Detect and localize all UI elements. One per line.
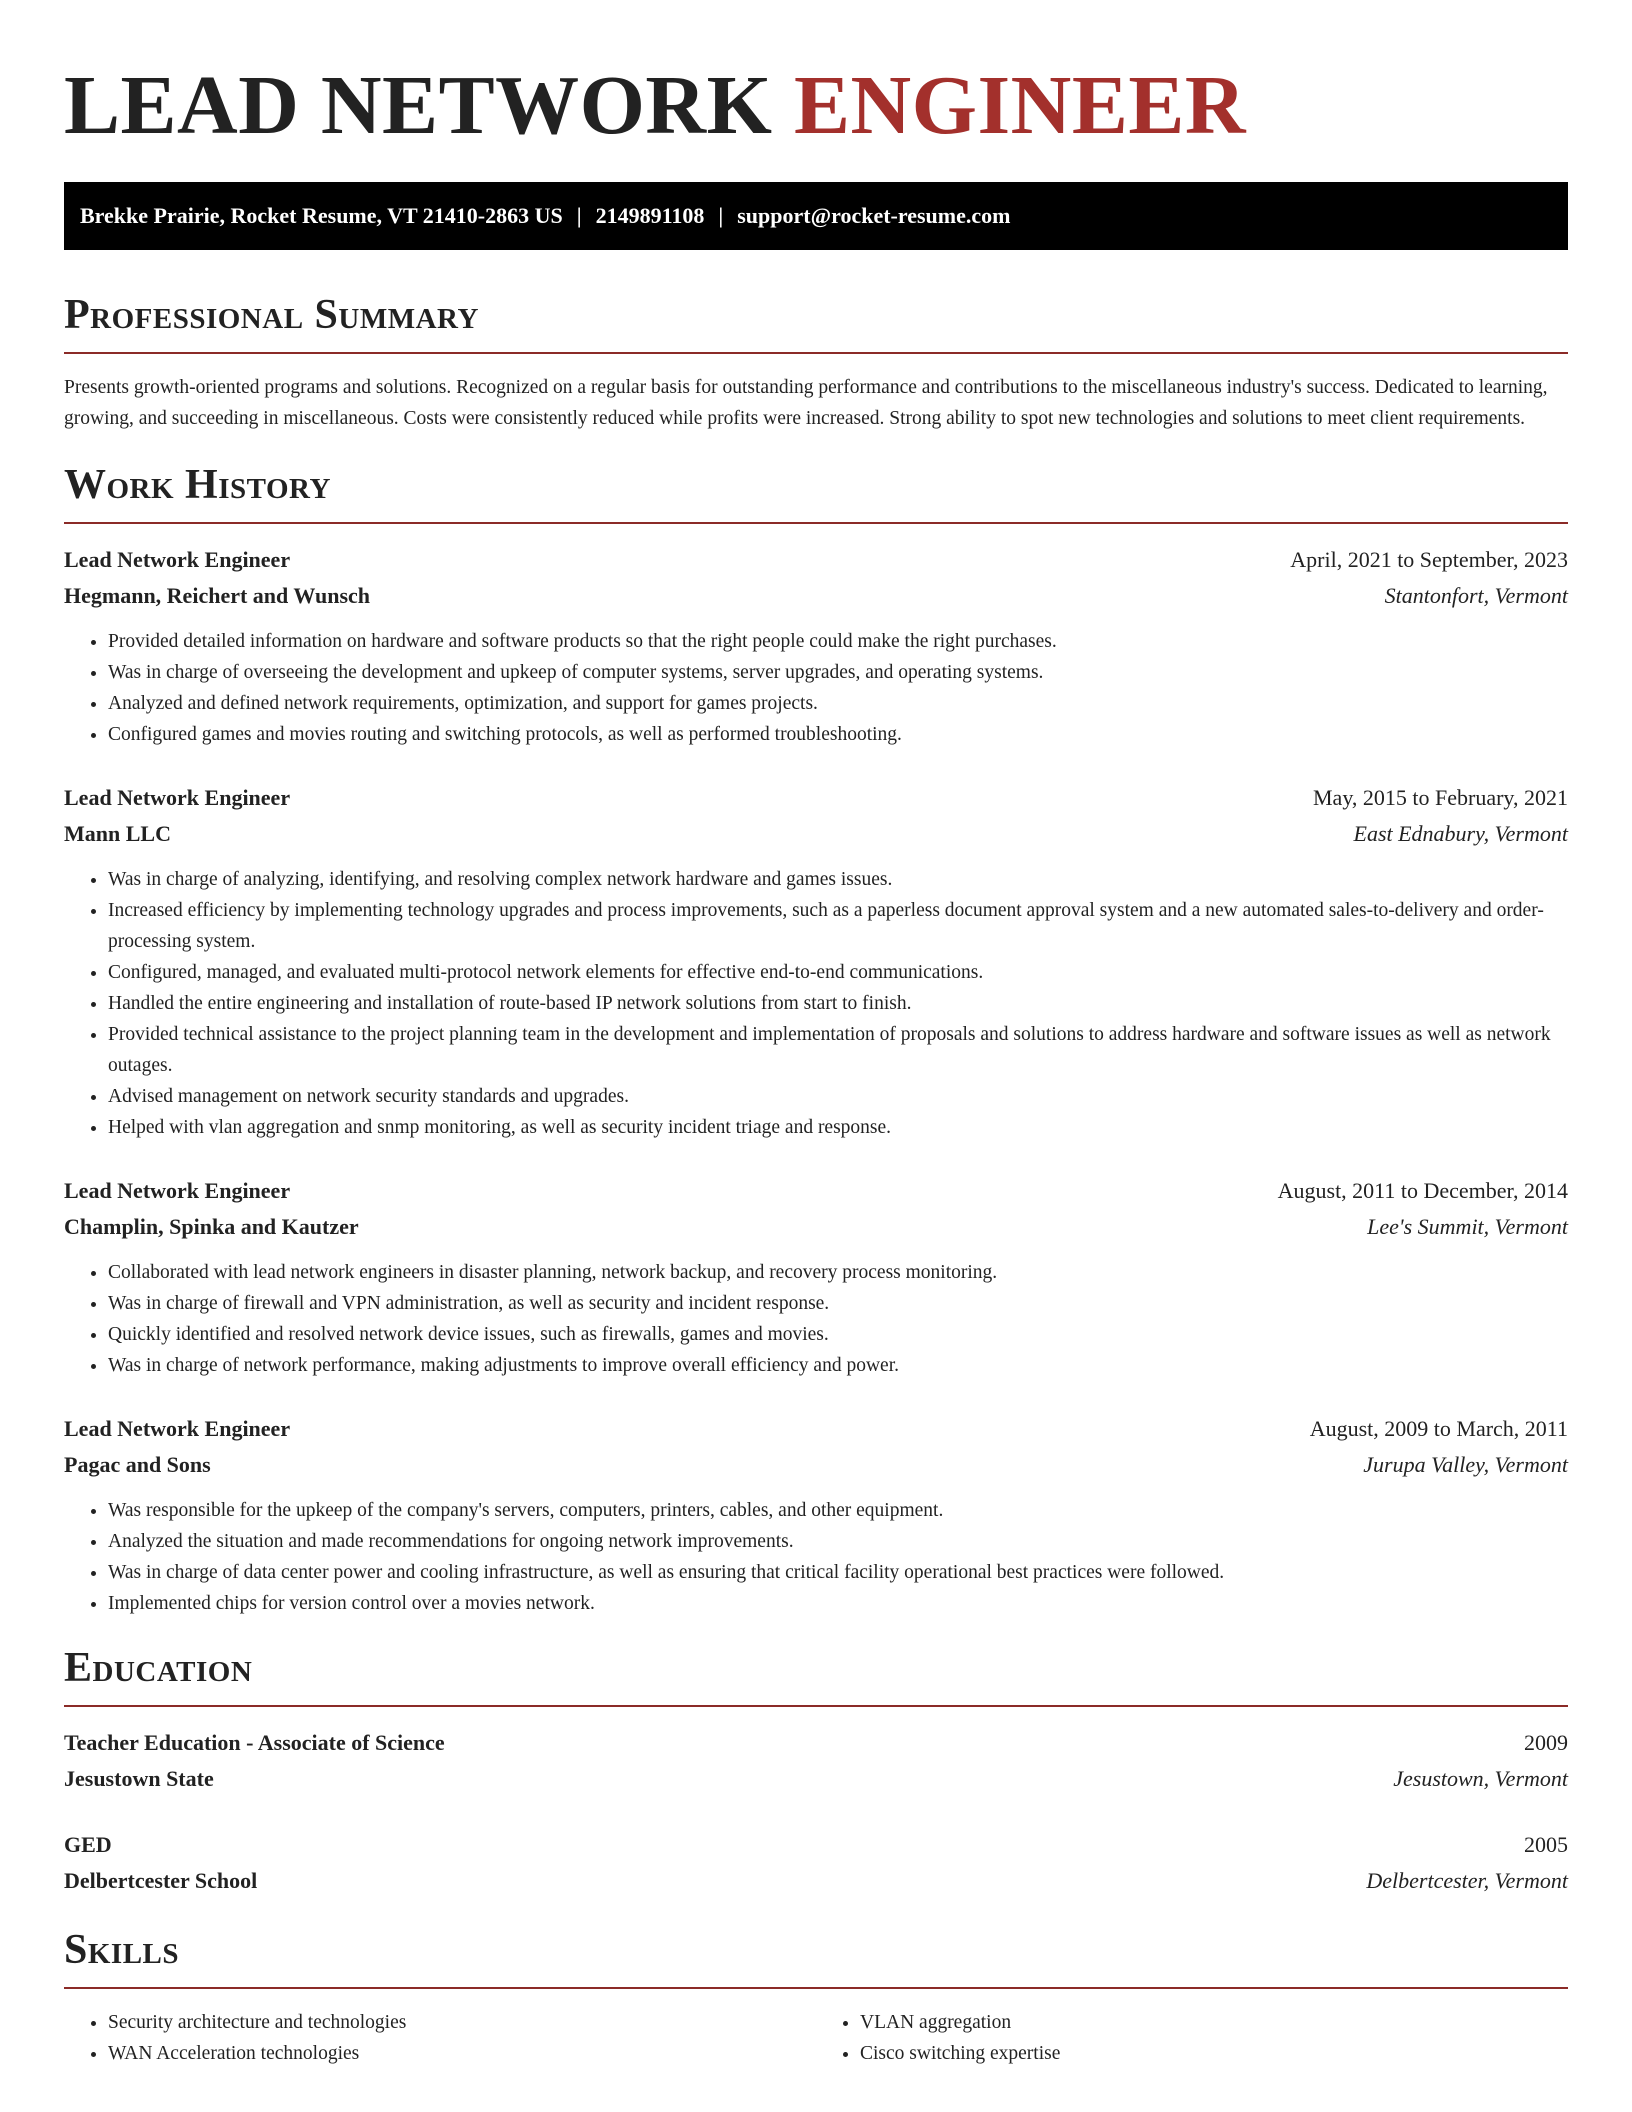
- job-bullet: • Collaborated with lead network engineers in disaster planning, network backup, and recovery process monitoring.: [108, 1257, 1568, 1288]
- job-bullet: • Was in charge of firewall and VPN administration, as well as security and incident response.: [108, 1288, 1568, 1319]
- section-heading: Skills: [64, 1929, 1568, 1989]
- job-company: Mann LLC: [64, 821, 171, 846]
- job-bullet: • Implemented chips for version control over a movies network.: [108, 1588, 1568, 1619]
- job-bullet: • Configured, managed, and evaluated multi-protocol network elements for effective end-to-end communications.: [108, 957, 1568, 988]
- job-title: Lead Network Engineer: [64, 547, 291, 572]
- job-header-row: [64, 1173, 1568, 1209]
- job-bullets: [64, 1257, 1568, 1381]
- job-bullet: • Advised management on network security standards and upgrades.: [108, 1081, 1568, 1112]
- job-bullet: • Was in charge of overseeing the development and upkeep of computer systems, server upgrades, and operating systems.: [108, 657, 1568, 688]
- title-part-1: LEAD NETWORK: [64, 59, 773, 152]
- job-bullet: • Helped with vlan aggregation and snmp monitoring, as well as security incident triage and response.: [108, 1112, 1568, 1143]
- education-degree: GED: [64, 1832, 112, 1857]
- job-company: Hegmann, Reichert and Wunsch: [64, 583, 371, 608]
- job-location: Stantonfort, Vermont: [1384, 583, 1568, 608]
- skill-item: • Security architecture and technologies: [108, 2007, 816, 2038]
- job-bullets: [64, 864, 1568, 1143]
- job-company: Pagac and Sons: [64, 1452, 211, 1477]
- job-bullet: • Was in charge of data center power and cooling infrastructure, as well as ensuring that critical facility operational best practices were followed.: [108, 1557, 1568, 1588]
- education-school-row: [64, 1863, 1568, 1899]
- education-section: [64, 1647, 1568, 1899]
- job-location: Jurupa Valley, Vermont: [1363, 1452, 1568, 1477]
- job-entry: [64, 780, 1568, 1143]
- section-heading: Work History: [64, 464, 1568, 524]
- job-dates: August, 2009 to March, 2011: [1309, 1416, 1568, 1441]
- job-header-row: [64, 542, 1568, 578]
- education-entry: [64, 1725, 1568, 1797]
- job-company-row: [64, 816, 1568, 852]
- skills-section: [64, 1929, 1568, 2069]
- skills-columns: [64, 2007, 1568, 2069]
- job-bullet: • Increased efficiency by implementing technology upgrades and process improvements, such as a paperless document approval system and a new automated sales-to-delivery and order-processing system.: [108, 895, 1568, 957]
- job-bullet: • Handled the entire engineering and installation of route-based IP network solutions from start to finish.: [108, 988, 1568, 1019]
- education-school: Delbertcester School: [64, 1868, 258, 1893]
- resume-title: [64, 59, 1568, 152]
- job-dates: August, 2011 to December, 2014: [1277, 1178, 1568, 1203]
- skill-item: • VLAN aggregation: [860, 2007, 1568, 2038]
- title-part-2: ENGINEER: [793, 59, 1247, 152]
- skills-right-column: [816, 2007, 1568, 2069]
- job-location: Lee's Summit, Vermont: [1367, 1214, 1568, 1239]
- job-dates: May, 2015 to February, 2021: [1313, 785, 1568, 810]
- section-heading: Education: [64, 1647, 1568, 1707]
- education-entry: [64, 1827, 1568, 1899]
- job-bullet: • Provided detailed information on hardware and software products so that the right people could make the right purchases.: [108, 626, 1568, 657]
- job-title: Lead Network Engineer: [64, 1178, 291, 1203]
- education-year: 2009: [1524, 1730, 1568, 1755]
- job-company-row: [64, 1209, 1568, 1245]
- job-bullet: • Quickly identified and resolved network device issues, such as firewalls, games and movies.: [108, 1319, 1568, 1350]
- skills-left-column: [64, 2007, 816, 2069]
- education-degree: Teacher Education - Associate of Science: [64, 1730, 445, 1755]
- job-bullet: • Analyzed and defined network requirements, optimization, and support for games projects.: [108, 688, 1568, 719]
- job-bullet: • Configured games and movies routing and switching protocols, as well as performed troubleshooting.: [108, 719, 1568, 750]
- skill-item: • Cisco switching expertise: [860, 2038, 1568, 2069]
- job-header-row: [64, 1411, 1568, 1447]
- job-company-row: [64, 1447, 1568, 1483]
- job-entry: [64, 542, 1568, 750]
- skill-item: • WAN Acceleration technologies: [108, 2038, 816, 2069]
- education-school-row: [64, 1761, 1568, 1797]
- contact-email: support@rocket-resume.com: [737, 203, 1011, 228]
- contact-bar: [64, 182, 1568, 250]
- education-location: Delbertcester, Vermont: [1366, 1868, 1568, 1893]
- contact-separator: |: [718, 203, 724, 228]
- job-title: Lead Network Engineer: [64, 1416, 291, 1441]
- job-location: East Ednabury, Vermont: [1353, 821, 1568, 846]
- job-entry: [64, 1411, 1568, 1619]
- education-header-row: [64, 1827, 1568, 1863]
- contact-address: Brekke Prairie, Rocket Resume, VT 21410-2863 US: [80, 203, 563, 228]
- job-bullet: • Was in charge of analyzing, identifying, and resolving complex network hardware and games issues.: [108, 864, 1568, 895]
- job-entry: [64, 1173, 1568, 1381]
- education-location: Jesustown, Vermont: [1393, 1766, 1568, 1791]
- job-company-row: [64, 578, 1568, 614]
- job-bullet: • Analyzed the situation and made recommendations for ongoing network improvements.: [108, 1526, 1568, 1557]
- job-bullets: [64, 1495, 1568, 1619]
- summary-section: [64, 294, 1568, 434]
- education-school: Jesustown State: [64, 1766, 214, 1791]
- job-header-row: [64, 780, 1568, 816]
- job-bullet: • Was responsible for the upkeep of the company's servers, computers, printers, cables, and other equipment.: [108, 1495, 1568, 1526]
- job-company: Champlin, Spinka and Kautzer: [64, 1214, 359, 1239]
- contact-phone: 2149891108: [595, 203, 705, 228]
- job-bullet: • Provided technical assistance to the project planning team in the development and implementation of proposals and solutions to address hardware and software issues as well as network outages.: [108, 1019, 1568, 1081]
- job-title: Lead Network Engineer: [64, 785, 291, 810]
- contact-separator: |: [576, 203, 582, 228]
- education-header-row: [64, 1725, 1568, 1761]
- work-history-section: [64, 464, 1568, 1619]
- job-bullets: [64, 626, 1568, 750]
- summary-text: Presents growth-oriented programs and solutions. Recognized on a regular basis for outstanding performance and contributions to the miscellaneous industry's success. Dedicated to learning, growing, and succeeding in miscellaneous. Costs were consistently reduced while profits were increased. Strong ability to spot new technologies and solutions to meet client requirements.: [64, 377, 1548, 429]
- section-heading: Professional Summary: [64, 294, 1568, 354]
- job-dates: April, 2021 to September, 2023: [1290, 547, 1568, 572]
- education-year: 2005: [1524, 1832, 1568, 1857]
- job-bullet: • Was in charge of network performance, making adjustments to improve overall efficiency and power.: [108, 1350, 1568, 1381]
